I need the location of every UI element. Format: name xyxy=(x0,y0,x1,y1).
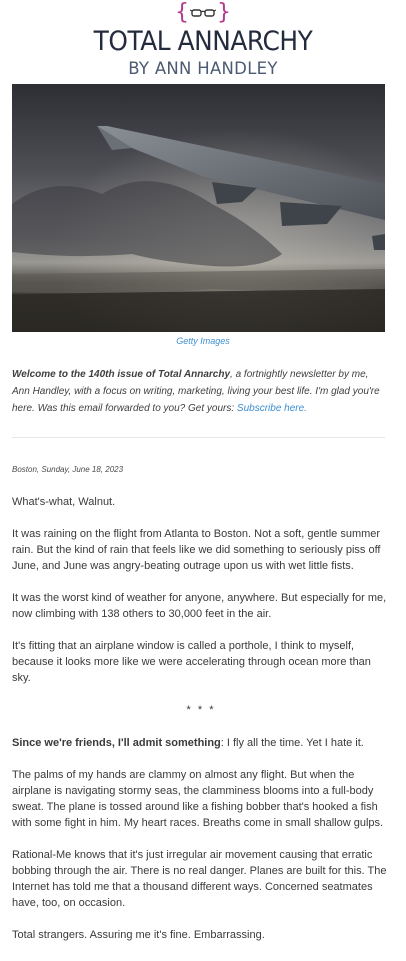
airplane-wing-storm-photo xyxy=(12,84,385,332)
intro-paragraph xyxy=(12,366,388,417)
intro-text: , a fortnightly newsletter by me, Ann Handley, with a focus on writing, marketing, living your best life. I'm glad you're here. Was this email forwarded to you? Get yours: xyxy=(12,369,380,414)
section-separator: * * * xyxy=(186,704,216,716)
paragraph: The palms of my hands are clammy on almost any flight. But when the airplane is navigating stormy seas, the clamminess blooms into a full-body sweat. The plane is tossed around like a fishing bobber that's hooked a fish with some fight in him. My heart races. Breaths come in small shallow gulps. xyxy=(12,769,384,829)
paragraph: It was the worst kind of weather for anyone, anywhere. But especially for me, now climbing with 138 others to 30,000 feet in the air. xyxy=(12,592,387,620)
divider xyxy=(12,437,385,438)
logo xyxy=(0,0,406,26)
article-body xyxy=(12,494,390,959)
paragraph-lead: Since we're friends, I'll admit something xyxy=(12,737,221,749)
paragraph: It was raining on the flight from Atlanta to Boston. Not a soft, gentle summer rain. But the kind of rain that feels like we did something to seriously piss off June, and June was angry-beating outrage upon us with wet little fists. xyxy=(12,528,381,572)
glasses-icon xyxy=(190,7,216,19)
subscribe-link[interactable]: Subscribe here. xyxy=(236,403,307,414)
dateline: Boston, Sunday, June 18, 2023 xyxy=(12,465,124,474)
paragraph: It's fitting that an airplane window is called a porthole, I think to myself, because it looks more like we were accelerating through ocean more than sky. xyxy=(12,640,371,684)
paragraph-text: : I fly all the time. Yet I hate it. xyxy=(220,737,364,749)
paragraph: Rational-Me knows that it's just irregular air movement causing that erratic bobbing through the air. There is no real danger. Planes are built for this. The Internet has told me that a thousand different ways. Concerned seatmates have, too, on occasion. xyxy=(12,849,387,909)
newsletter-byline: BY ANN HANDLEY xyxy=(128,59,278,78)
paragraph xyxy=(12,735,390,751)
image-caption: Getty Images xyxy=(176,336,230,346)
newsletter-title: TOTAL ANNARCHY xyxy=(93,26,313,57)
intro-lead: Welcome to the 140th issue of Total Annarchy xyxy=(12,369,231,380)
paragraph-greeting: What's-what, Walnut. xyxy=(12,496,116,508)
logo-brace-left: { xyxy=(175,0,189,25)
paragraph: Total strangers. Assuring me it's fine. Embarrassing. xyxy=(12,929,265,941)
masthead xyxy=(0,0,406,79)
logo-brace-right: } xyxy=(217,0,231,25)
hero-image xyxy=(12,84,385,332)
